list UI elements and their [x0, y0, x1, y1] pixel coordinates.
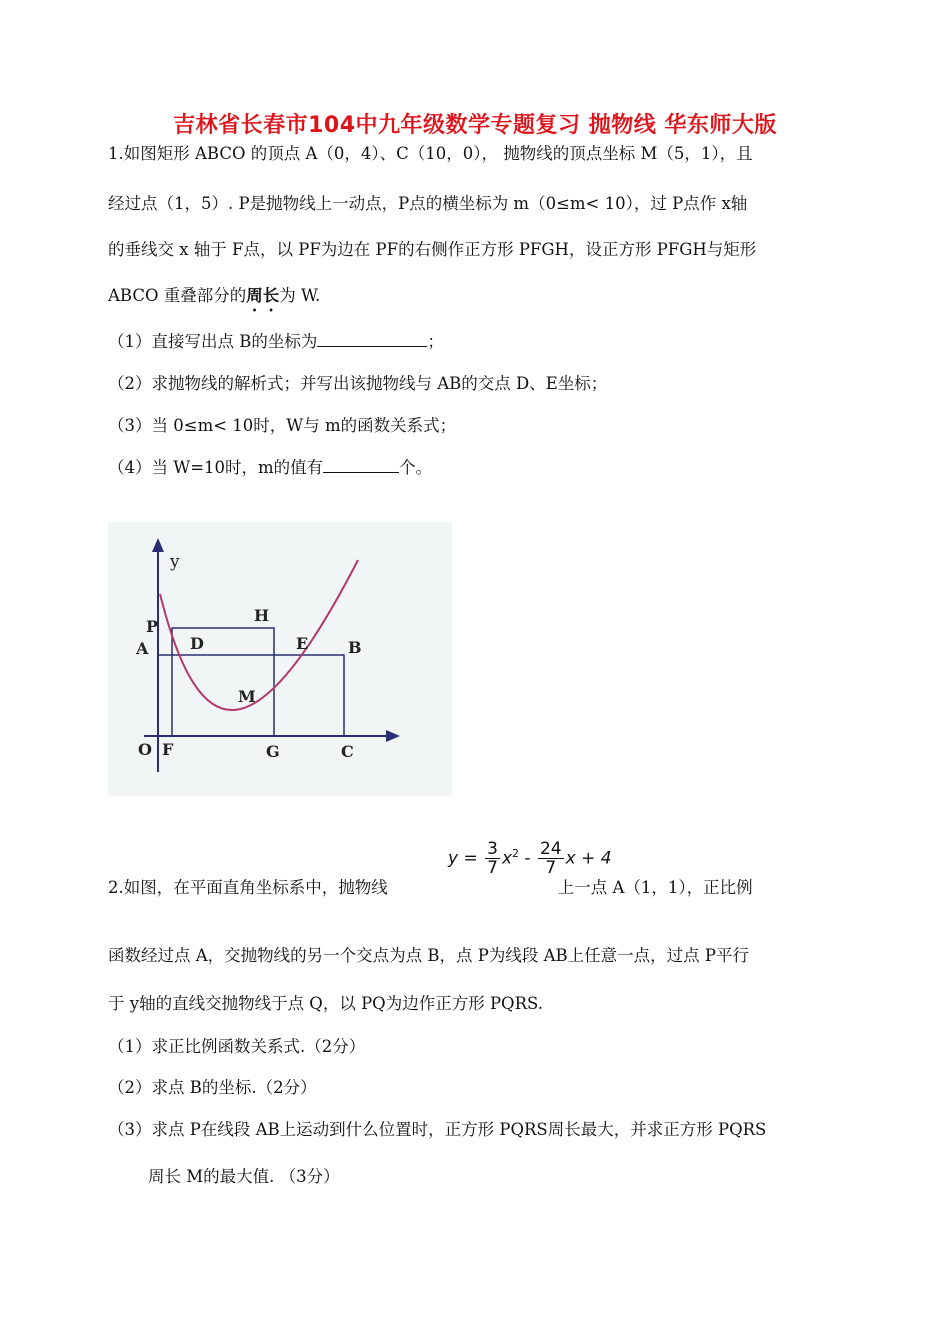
- label-m: M: [238, 687, 256, 706]
- parabola-figure: [108, 522, 452, 796]
- formula-lhs: y =: [448, 848, 478, 869]
- q1-sub-1-end: ；: [427, 332, 444, 351]
- label-b: B: [348, 638, 362, 657]
- label-p: P: [146, 617, 159, 636]
- q1-sub-4-text: （4）当 W=10时，m的值有: [108, 458, 324, 477]
- q2-sub-2: （2）求点 B的坐标.（2分）: [108, 1078, 317, 1097]
- formula-x-squared: x: [501, 848, 513, 869]
- fraction-1-denominator: 7: [487, 858, 498, 878]
- q1-line-2: 经过点（1，5）. P是抛物线上一动点，P点的横坐标为 m（0≤m< 10），过 P点作 x轴: [108, 194, 748, 213]
- q2-sub-3: （3）求点 P在线段 AB上运动到什么位置时，正方形 PQRS周长最大，并求正方形 PQRS: [108, 1120, 767, 1139]
- label-f: F: [162, 740, 174, 759]
- formula-fraction-2: [538, 840, 564, 877]
- fraction-2-denominator: 7: [545, 858, 557, 878]
- q1-emphasis-perimeter: 周长: [246, 286, 280, 305]
- q2-line-2: 函数经过点 A，交抛物线的另一个交点为点 B，点 P为线段 AB上任意一点，过点 P平行: [108, 946, 750, 965]
- fraction-1-numerator: 3: [487, 839, 498, 859]
- formula-exponent: 2: [512, 846, 520, 860]
- q2-line-1: [108, 877, 753, 899]
- q1-sub-3: （3）当 0≤m< 10时，W与 m的函数关系式；: [108, 416, 457, 435]
- fraction-2-numerator: 24: [539, 839, 562, 859]
- label-d: D: [190, 634, 204, 653]
- q1-sub-2: （2）求抛物线的解析式；并写出该抛物线与 AB的交点 D、E坐标；: [108, 374, 608, 393]
- q1-line-4: [108, 285, 320, 315]
- formula-minus: -: [519, 848, 536, 869]
- q1-sub-4: [108, 457, 432, 479]
- q2-line-1-start: 2.如图，在平面直角坐标系中，抛物线: [108, 878, 388, 897]
- formula-fraction-1: [485, 840, 500, 877]
- label-a: A: [136, 639, 149, 658]
- q1-line-3: 的垂线交 x 轴于 F点，以 PF为边在 PF的右侧作正方形 PFGH，设正方形 PFGH与矩形: [108, 240, 757, 259]
- q2-line-1-end: 上一点 A（1，1），正比例: [557, 878, 753, 897]
- q2-sub-1: （1）求正比例函数关系式.（2分）: [108, 1037, 366, 1056]
- answer-blank-1[interactable]: [317, 332, 427, 347]
- label-y: y: [170, 552, 180, 572]
- formula-tail: x + 4: [565, 848, 612, 869]
- q1-sub-1: [108, 331, 444, 353]
- q1-sub-1-text: （1）直接写出点 B的坐标为: [108, 332, 318, 351]
- label-h: H: [254, 606, 270, 625]
- q2-line-3: 于 y轴的直线交抛物线于点 Q，以 PQ为边作正方形 PQRS.: [108, 994, 543, 1013]
- label-g: G: [266, 742, 280, 761]
- q2-sub-3-cont: 周长 M的最大值. （3分）: [148, 1167, 340, 1186]
- label-o: O: [138, 740, 152, 759]
- q1-line-4-start: ABCO 重叠部分的: [108, 286, 247, 305]
- q1-sub-4-end: 个。: [399, 458, 433, 477]
- figure-background: [108, 522, 452, 796]
- parabola-formula: [448, 840, 612, 880]
- q1-line-4-end: 为 W.: [279, 286, 321, 305]
- label-c: C: [341, 742, 354, 761]
- label-e: E: [296, 634, 309, 653]
- answer-blank-2[interactable]: [323, 458, 399, 473]
- q1-line-1: 1.如图矩形 ABCO 的顶点 A（0，4）、C（10，0）， 抛物线的顶点坐标 M（5，1），且: [108, 144, 753, 163]
- page-title: 吉林省长春市104中九年级数学专题复习 抛物线 华东师大版: [173, 113, 777, 138]
